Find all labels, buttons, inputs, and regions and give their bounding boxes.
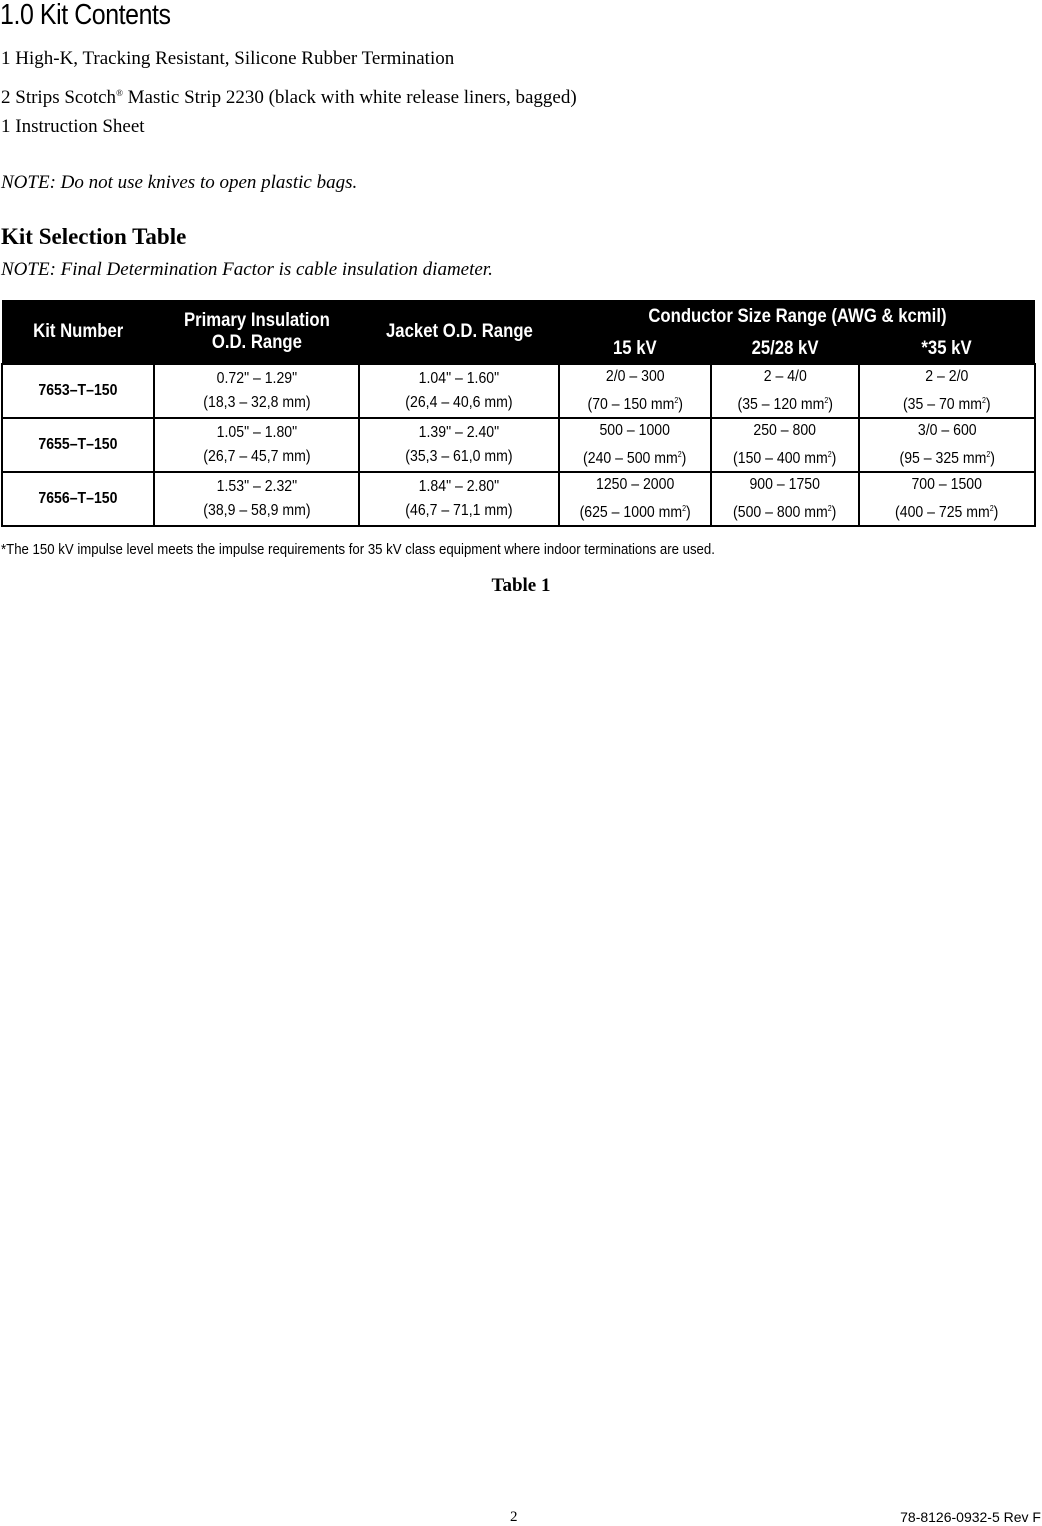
- note-bags: NOTE: Do not use knives to open plastic bags.: [1, 172, 358, 193]
- jacket-od-cell: 1.04" – 1.60" (26,4 – 40,6 mm): [359, 364, 559, 418]
- header-primary-insulation: Primary Insulation O.D. Range: [154, 300, 359, 364]
- header-jacket-od: Jacket O.D. Range: [359, 300, 559, 364]
- jacket-od-cell: 1.39" – 2.40" (35,3 – 61,0 mm): [359, 418, 559, 472]
- jacket-od-cell: 1.84" – 2.80" (46,7 – 71,1 mm): [359, 472, 559, 526]
- table-caption: Table 1: [491, 575, 551, 596]
- conductor-15kv-cell: 500 – 1000 (240 – 500 $mm^2$): [559, 418, 711, 472]
- header-kit-number: Kit Number: [2, 300, 154, 364]
- conductor-35kv-cell: 700 – 1500 (400 – 725 $mm^2$): [859, 472, 1035, 526]
- page-number: 2: [510, 1509, 518, 1525]
- header-25-28kv: 25/28 kV: [711, 334, 859, 364]
- header-35kv: *35 kV: [859, 334, 1035, 364]
- contents-item-instruction-sheet: 1 Instruction Sheet: [1, 116, 145, 137]
- contents-item-mastic-text-before: 2 Strips Scotch: [1, 87, 117, 108]
- header-conductor-size: Conductor Size Range (AWG & kcmil): [559, 300, 1035, 334]
- primary-od-cell: 0.72" – 1.29" (18,3 – 32,8 mm): [154, 364, 359, 418]
- table-row: [2, 418, 1035, 472]
- conductor-15kv-cell: 2/0 – 300 (70 – 150 $mm^2$): [559, 364, 711, 418]
- kit-number-cell: 7655–T–150: [2, 418, 154, 472]
- table-row: [2, 472, 1035, 526]
- kit-number-cell: 7656–T–150: [2, 472, 154, 526]
- note-factor: NOTE: Final Determination Factor is cable insulation diameter.: [1, 259, 493, 280]
- contents-item-mastic-strip: [1, 82, 577, 109]
- conductor-25kv-cell: 2 – 4/0 (35 – 120 $mm^2$): [711, 364, 859, 418]
- kit-number-cell: 7653–T–150: [2, 364, 154, 418]
- contents-item-mastic-text-after: Mastic Strip 2230 (black with white release liners, bagged): [122, 87, 577, 108]
- primary-od-cell: 1.05" – 1.80" (26,7 – 45,7 mm): [154, 418, 359, 472]
- table-footnote: *The 150 kV impulse level meets the impulse requirements for 35 kV class equipment where indoor terminations are used.: [1, 541, 715, 558]
- conductor-35kv-cell: 2 – 2/0 (35 – 70 $mm^2$): [859, 364, 1035, 418]
- primary-od-cell: 1.53" – 2.32" (38,9 – 58,9 mm): [154, 472, 359, 526]
- kit-selection-table: [1, 300, 1036, 527]
- header-15kv: 15 kV: [559, 334, 711, 364]
- registered-mark: ®: [116, 88, 123, 98]
- table-row: [2, 364, 1035, 418]
- conductor-25kv-cell: 250 – 800 (150 – 400 $mm^2$): [711, 418, 859, 472]
- conductor-25kv-cell: 900 – 1750 (500 – 800 $mm^2$): [711, 472, 859, 526]
- document-id: 78-8126-0932-5 Rev F: [900, 1509, 1041, 1525]
- section-title: 1.0 Kit Contents: [0, 0, 171, 31]
- conductor-35kv-cell: 3/0 – 600 (95 – 325 $mm^2$): [859, 418, 1035, 472]
- selection-title: Kit Selection Table: [1, 224, 187, 249]
- conductor-15kv-cell: 1250 – 2000 (625 – 1000 $mm^2$): [559, 472, 711, 526]
- contents-item-termination: 1 High-K, Tracking Resistant, Silicone Rubber Termination: [1, 48, 455, 69]
